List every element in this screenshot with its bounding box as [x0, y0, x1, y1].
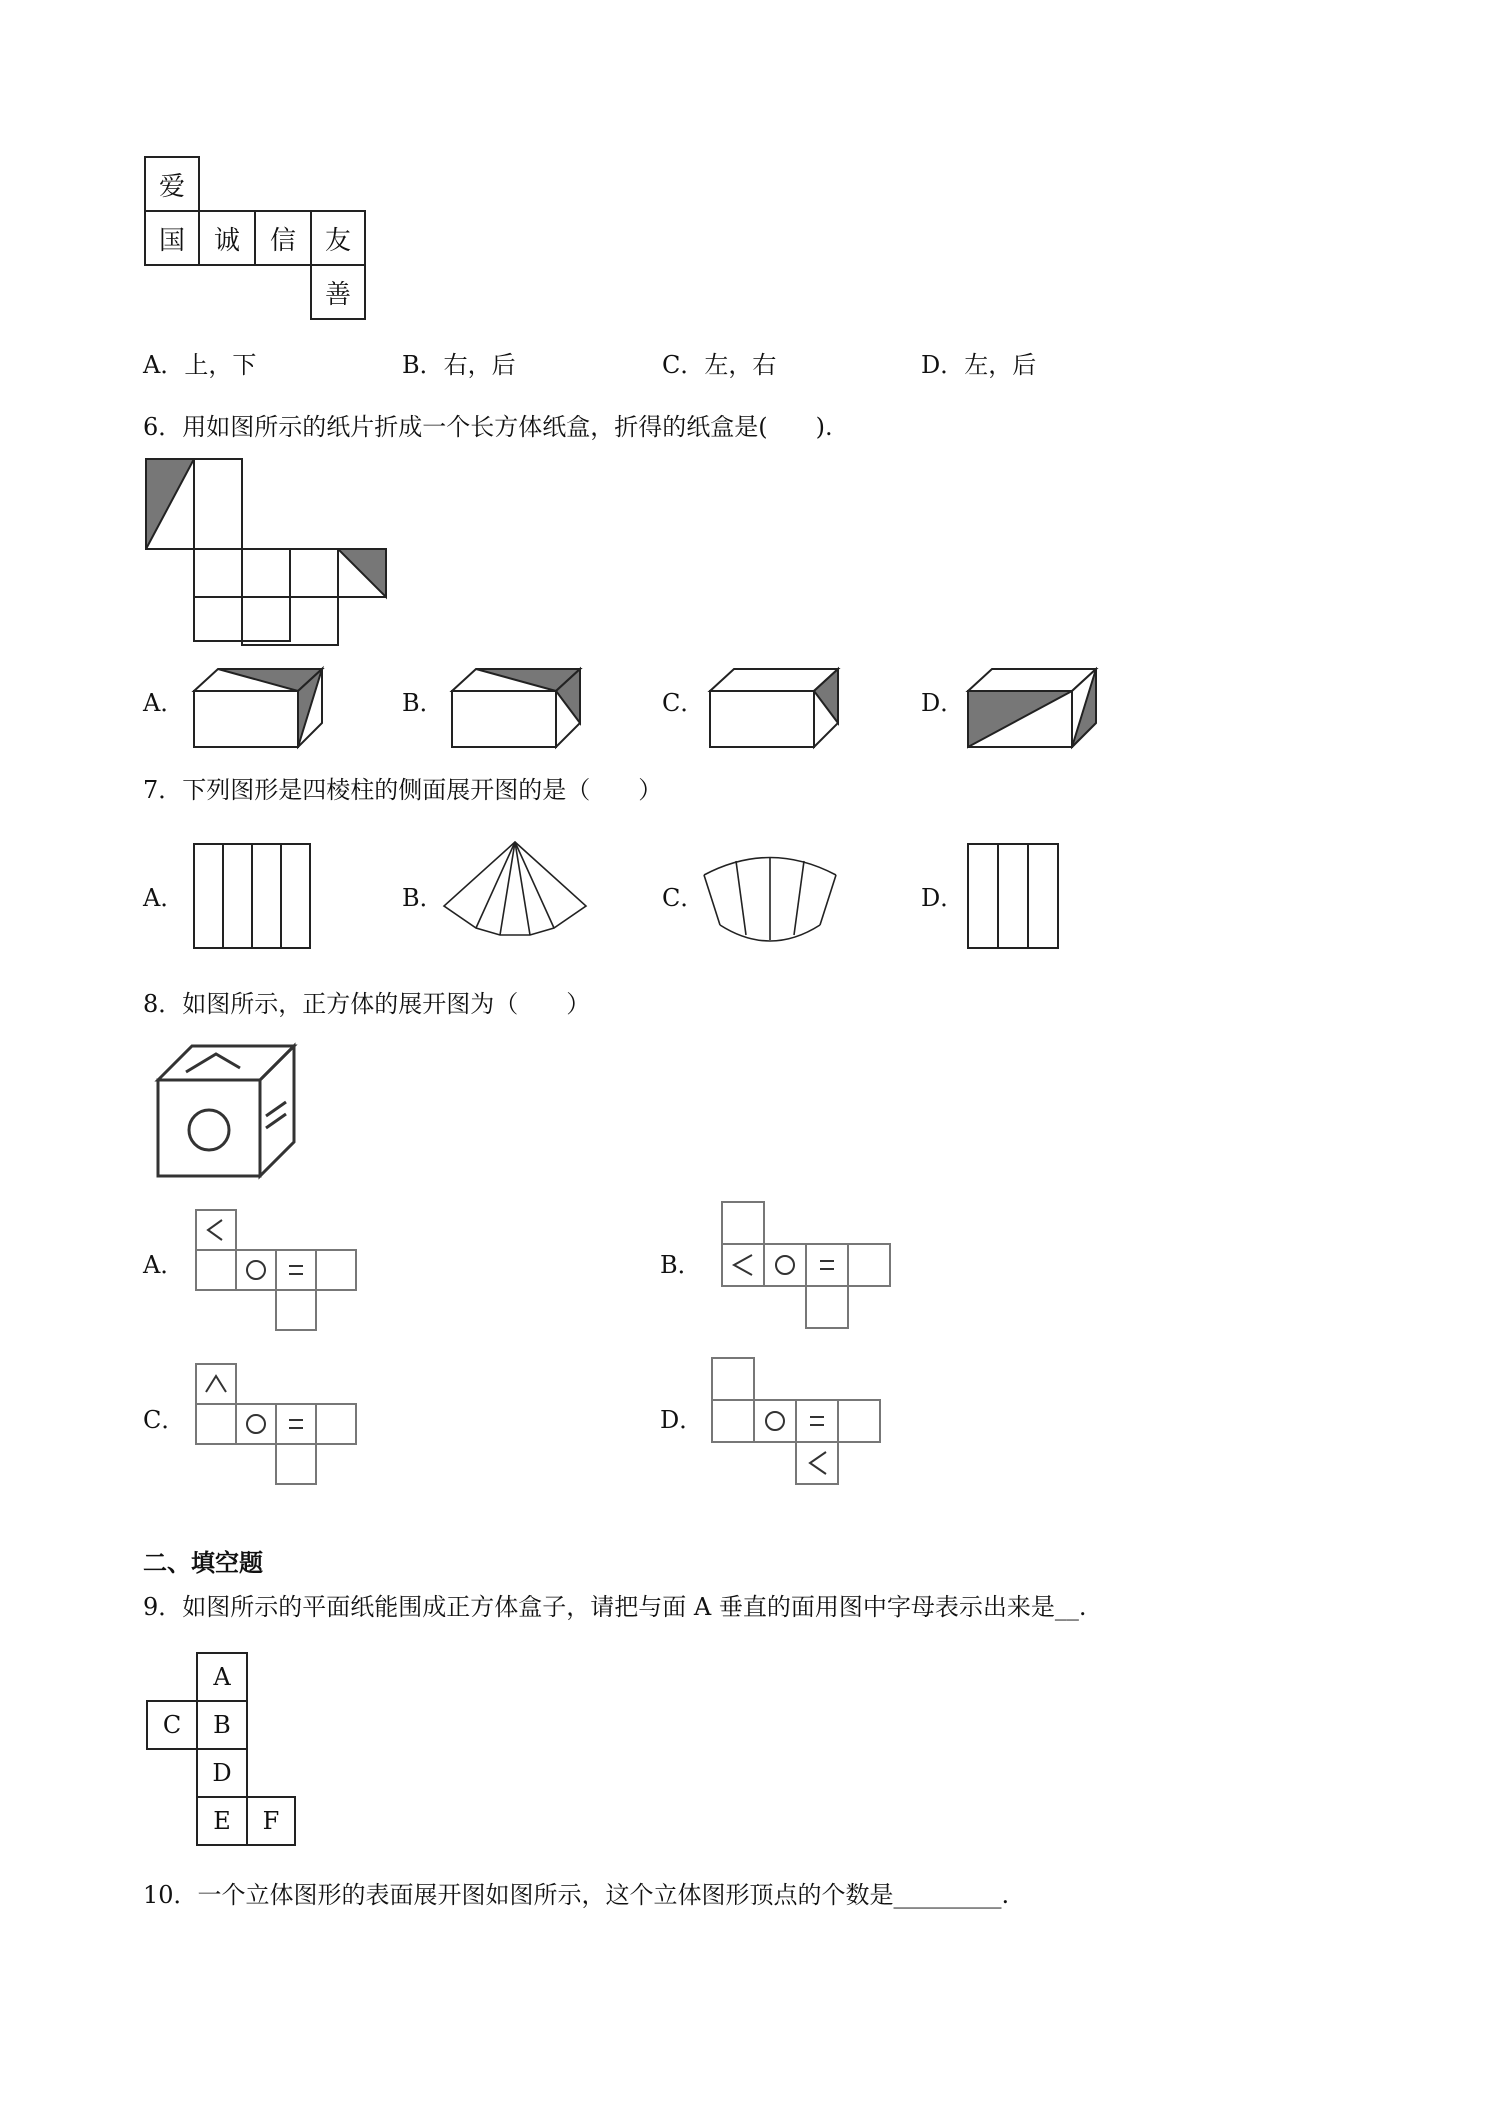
net-cell: 爱: [144, 156, 200, 212]
q8-option-b-label[interactable]: B．: [660, 1251, 702, 1279]
q6-option-b-box[interactable]: [448, 665, 588, 750]
q8-option-d-net[interactable]: [710, 1356, 890, 1488]
q6-option-a-box[interactable]: [190, 665, 330, 750]
section-title: 二、填空题: [143, 1549, 263, 1577]
q7-option-a-label[interactable]: A．: [143, 884, 185, 912]
q6-option-b-label[interactable]: B．: [402, 689, 444, 717]
q7-option-b-figure[interactable]: [440, 838, 590, 943]
net-cell: 善: [310, 264, 366, 320]
q5-option-a[interactable]: A．上，下: [143, 351, 257, 379]
q10-stem: 10．一个立体图形的表面展开图如图所示，这个立体图形顶点的个数是_________.: [143, 1881, 1010, 1909]
net-cell-f: F: [246, 1796, 296, 1846]
q6-option-d-box[interactable]: [964, 665, 1104, 750]
net-cell-e: E: [196, 1796, 248, 1846]
q7-option-c-label[interactable]: C．: [662, 884, 705, 912]
q7-option-d-figure[interactable]: [964, 840, 1064, 952]
q8-option-a-net[interactable]: [194, 1208, 364, 1334]
net-cell: 信: [254, 210, 312, 266]
q6-option-a-label[interactable]: A．: [143, 689, 185, 717]
q7-option-c-figure[interactable]: [700, 845, 840, 945]
q6-option-c-box[interactable]: [706, 665, 846, 750]
q6-option-d-label[interactable]: D．: [921, 689, 965, 717]
net-cell: 国: [144, 210, 200, 266]
net-cell: 友: [310, 210, 366, 266]
q8-option-c-label[interactable]: C．: [143, 1406, 186, 1434]
q5-option-c[interactable]: C．左，右: [662, 351, 777, 379]
net-cell-a: A: [196, 1652, 248, 1702]
net-cell-b: B: [196, 1700, 248, 1750]
q6-option-c-label[interactable]: C．: [662, 689, 705, 717]
q7-option-d-label[interactable]: D．: [921, 884, 965, 912]
q8-cube-figure: [152, 1040, 302, 1185]
net-cell-d: D: [196, 1748, 248, 1798]
q6-net-figure: [140, 455, 385, 645]
q8-stem: 8．如图所示，正方体的展开图为（ ）: [143, 990, 591, 1018]
q5-option-b[interactable]: B．右，后: [402, 351, 516, 379]
q7-option-a-figure[interactable]: [190, 840, 315, 952]
q5-option-d[interactable]: D．左，后: [921, 351, 1037, 379]
q7-stem: 7．下列图形是四棱柱的侧面展开图的是（ ）: [143, 776, 663, 804]
q8-option-b-net[interactable]: [720, 1200, 900, 1330]
q9-stem: 9．如图所示的平面纸能围成正方体盒子，请把与面 A 垂直的面用图中字母表示出来是__.: [143, 1593, 1087, 1621]
q8-option-d-label[interactable]: D．: [660, 1406, 704, 1434]
q6-stem: 6．用如图所示的纸片折成一个长方体纸盒，折得的纸盒是( ).: [143, 413, 833, 441]
net-cell-c: C: [146, 1700, 198, 1750]
q8-option-c-net[interactable]: [194, 1362, 364, 1488]
net-cell: 诚: [198, 210, 256, 266]
q8-option-a-label[interactable]: A．: [143, 1251, 185, 1279]
q7-option-b-label[interactable]: B．: [402, 884, 444, 912]
